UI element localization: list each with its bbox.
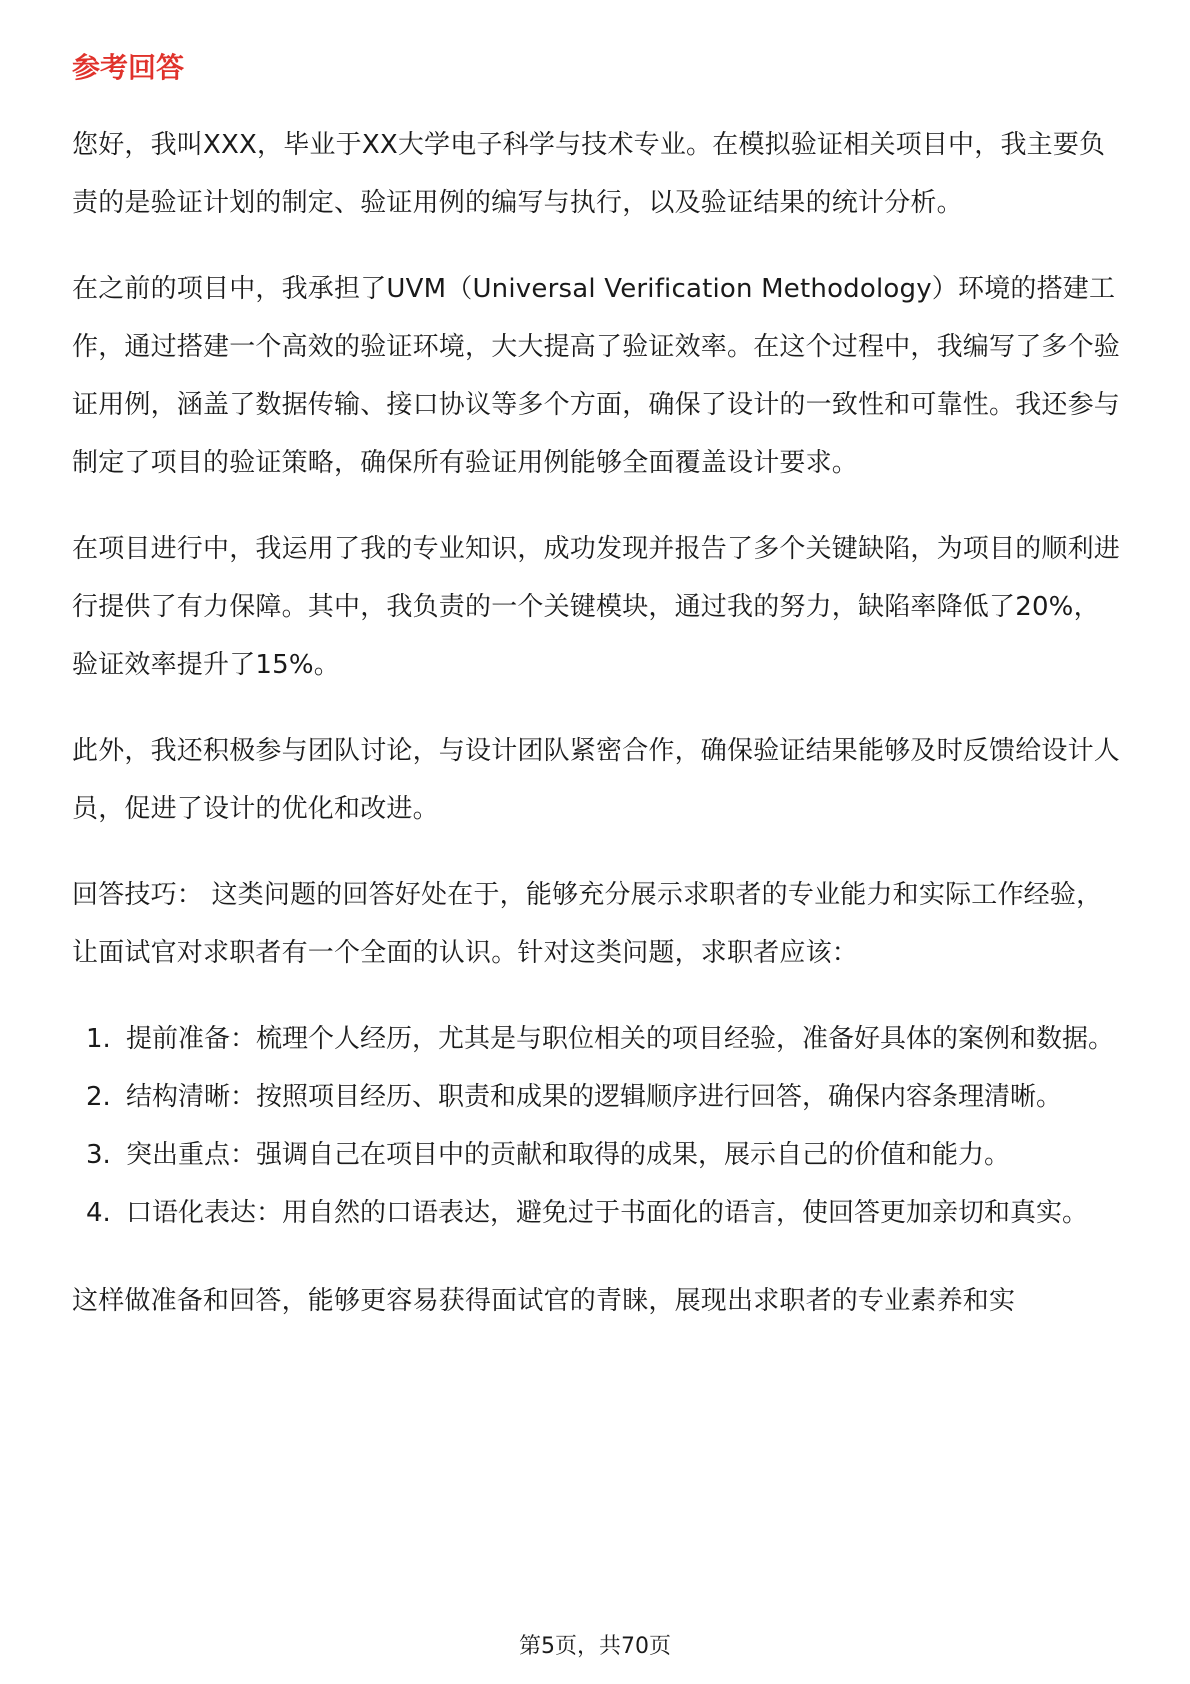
list-text: 口语化表达：用自然的口语表达，避免过于书面化的语言，使回答更加亲切和真实。 [126,1198,1089,1228]
list-number: 1. [86,1024,111,1054]
list-text: 结构清晰：按照项目经历、职责和成果的逻辑顺序进行回答，确保内容条理清晰。 [126,1082,1063,1112]
list-number: 3. [86,1140,111,1170]
list-item [72,1184,1122,1242]
document-page [72,48,1122,1358]
section-heading: 参考回答 [72,51,185,84]
paragraph-teamwork: 此外，我还积极参与团队讨论，与设计团队紧密合作，确保验证结果能够及时反馈给设计人员，促进了设计的优化和改进。 [72,736,1121,824]
page-footer: 第5页，共70页 [519,1634,671,1659]
paragraph-defects: 在项目进行中，我运用了我的专业知识，成功发现并报告了多个关键缺陷，为项目的顺利进行提供了有力保障。其中，我负责的一个关键模块，通过我的努力，缺陷率降低了20%，验证效率提升了15%。 [72,534,1121,680]
list-text: 突出重点：强调自己在项目中的贡献和取得的成果，展示自己的价值和能力。 [126,1140,1011,1170]
list-number: 2. [86,1082,111,1112]
list-item [72,1126,1122,1184]
paragraph-uvm: 在之前的项目中，我承担了UVM（Universal Verification Methodology）环境的搭建工作，通过搭建一个高效的验证环境，大大提高了验证效率。在这个过程中，我编写了多个验证用例，涵盖了数据传输、接口协议等多个方面，确保了设计的一致性和可靠性。我还参与制定了项目的验证策略，确保所有验证用例能够全面覆盖设计要求。 [72,274,1121,478]
list-item [72,1068,1122,1126]
tips-list [72,1010,1122,1242]
paragraph-closing: 这样做准备和回答，能够更容易获得面试官的青睐，展现出求职者的专业素养和实 [72,1286,1016,1316]
paragraph-tips-intro: 回答技巧： 这类问题的回答好处在于，能够充分展示求职者的专业能力和实际工作经验，让面试官对求职者有一个全面的认识。针对这类问题，求职者应该： [72,880,1103,968]
list-number: 4. [86,1198,111,1228]
list-text: 提前准备：梳理个人经历，尤其是与职位相关的项目经验，准备好具体的案例和数据。 [126,1024,1115,1054]
list-item [72,1010,1122,1068]
paragraph-intro: 您好，我叫XXX，毕业于XX大学电子科学与技术专业。在模拟验证相关项目中，我主要负责的是验证计划的制定、验证用例的编写与执行，以及验证结果的统计分析。 [72,130,1106,218]
